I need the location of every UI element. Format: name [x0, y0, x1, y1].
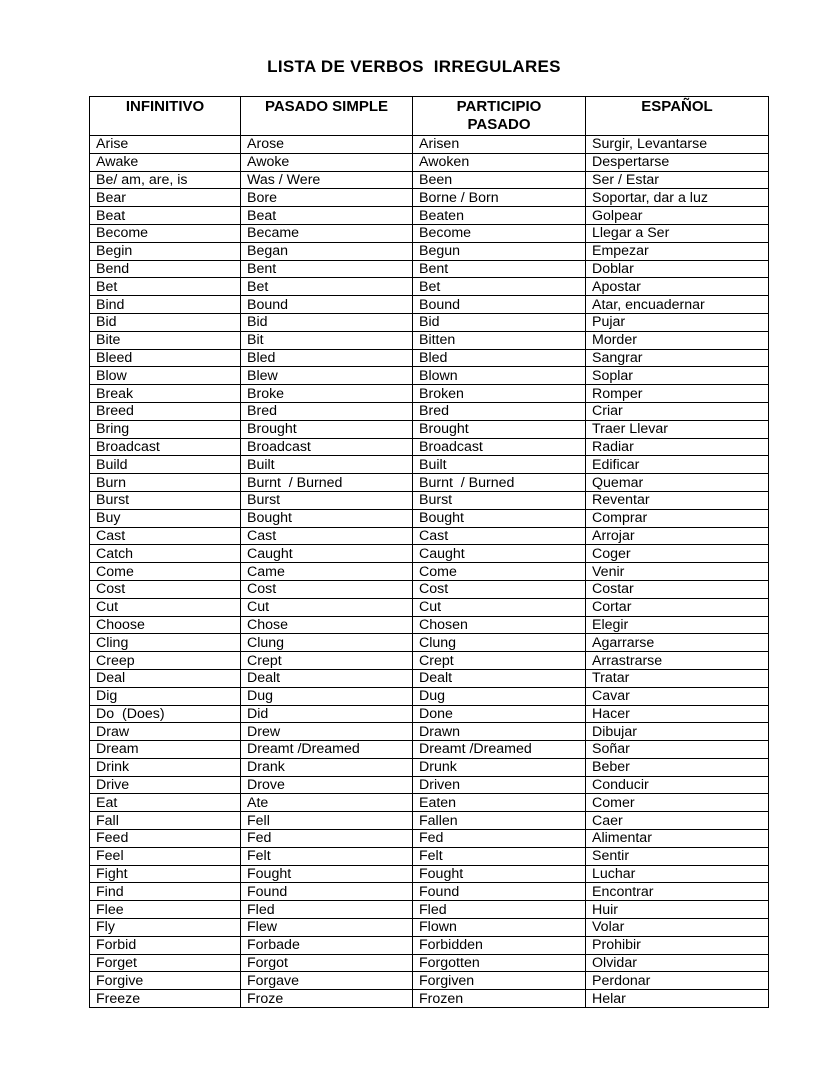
infinitivo-cell: Burn [90, 474, 241, 492]
espanol-cell: Agarrarse [586, 634, 769, 652]
pasado-simple-cell: Froze [241, 990, 413, 1008]
pasado-simple-cell: Cost [241, 580, 413, 598]
infinitivo-cell: Beat [90, 207, 241, 225]
pasado-simple-cell: Became [241, 224, 413, 242]
table-row [90, 545, 769, 563]
participio-cell: Chosen [413, 616, 586, 634]
infinitivo-cell: Bring [90, 420, 241, 438]
infinitivo-cell: Catch [90, 545, 241, 563]
infinitivo-cell: Fight [90, 865, 241, 883]
espanol-cell: Edificar [586, 456, 769, 474]
espanol-cell: Volar [586, 919, 769, 937]
table-row [90, 260, 769, 278]
pasado-simple-cell: Bore [241, 189, 413, 207]
table-row [90, 420, 769, 438]
infinitivo-cell: Come [90, 563, 241, 581]
infinitivo-cell: Broadcast [90, 438, 241, 456]
participio-cell: Bet [413, 278, 586, 296]
table-row [90, 812, 769, 830]
pasado-simple-cell: Awoke [241, 153, 413, 171]
header-pasado-simple: PASADO SIMPLE [241, 97, 413, 136]
pasado-simple-cell: Bled [241, 349, 413, 367]
pasado-simple-cell: Bred [241, 402, 413, 420]
participio-cell: Borne / Born [413, 189, 586, 207]
infinitivo-cell: Drive [90, 776, 241, 794]
espanol-cell: Prohibir [586, 936, 769, 954]
pasado-simple-cell: Forgave [241, 972, 413, 990]
table-row [90, 954, 769, 972]
participio-cell: Fallen [413, 812, 586, 830]
pasado-simple-cell: Brought [241, 420, 413, 438]
table-row [90, 456, 769, 474]
table-row [90, 242, 769, 260]
pasado-simple-cell: Felt [241, 847, 413, 865]
pasado-simple-cell: Fell [241, 812, 413, 830]
infinitivo-cell: Break [90, 385, 241, 403]
infinitivo-cell: Cost [90, 580, 241, 598]
table-row [90, 474, 769, 492]
participio-cell: Bitten [413, 331, 586, 349]
pasado-simple-cell: Bent [241, 260, 413, 278]
table-row [90, 830, 769, 848]
pasado-simple-cell: Drove [241, 776, 413, 794]
espanol-cell: Soplar [586, 367, 769, 385]
participio-cell: Bid [413, 313, 586, 331]
infinitivo-cell: Do (Does) [90, 705, 241, 723]
espanol-cell: Reventar [586, 491, 769, 509]
table-row [90, 580, 769, 598]
infinitivo-cell: Build [90, 456, 241, 474]
infinitivo-cell: Bet [90, 278, 241, 296]
espanol-cell: Doblar [586, 260, 769, 278]
pasado-simple-cell: Dreamt /Dreamed [241, 741, 413, 759]
table-row [90, 652, 769, 670]
espanol-cell: Conducir [586, 776, 769, 794]
participio-cell: Crept [413, 652, 586, 670]
pasado-simple-cell: Forbade [241, 936, 413, 954]
verbs-table [89, 96, 769, 1008]
infinitivo-cell: Forget [90, 954, 241, 972]
pasado-simple-cell: Caught [241, 545, 413, 563]
pasado-simple-cell: Flew [241, 919, 413, 937]
espanol-cell: Sangrar [586, 349, 769, 367]
infinitivo-cell: Burst [90, 491, 241, 509]
table-row [90, 367, 769, 385]
table-row [90, 402, 769, 420]
espanol-cell: Golpear [586, 207, 769, 225]
table-row [90, 598, 769, 616]
table-row [90, 438, 769, 456]
espanol-cell: Perdonar [586, 972, 769, 990]
infinitivo-cell: Cut [90, 598, 241, 616]
infinitivo-cell: Bear [90, 189, 241, 207]
espanol-cell: Quemar [586, 474, 769, 492]
infinitivo-cell: Fly [90, 919, 241, 937]
table-row [90, 847, 769, 865]
infinitivo-cell: Be/ am, are, is [90, 171, 241, 189]
pasado-simple-cell: Drank [241, 758, 413, 776]
pasado-simple-cell: Bit [241, 331, 413, 349]
table-row [90, 153, 769, 171]
infinitivo-cell: Bind [90, 296, 241, 314]
participio-cell: Blown [413, 367, 586, 385]
table-row [90, 313, 769, 331]
espanol-cell: Encontrar [586, 883, 769, 901]
pasado-simple-cell: Dug [241, 687, 413, 705]
header-infinitivo: INFINITIVO [90, 97, 241, 136]
participio-cell: Drunk [413, 758, 586, 776]
pasado-simple-cell: Forgot [241, 954, 413, 972]
participio-cell: Dealt [413, 669, 586, 687]
participio-cell: Cost [413, 580, 586, 598]
espanol-cell: Dibujar [586, 723, 769, 741]
infinitivo-cell: Feed [90, 830, 241, 848]
pasado-simple-cell: Broadcast [241, 438, 413, 456]
pasado-simple-cell: Broke [241, 385, 413, 403]
participio-cell: Brought [413, 420, 586, 438]
espanol-cell: Elegir [586, 616, 769, 634]
infinitivo-cell: Eat [90, 794, 241, 812]
pasado-simple-cell: Did [241, 705, 413, 723]
espanol-cell: Olvidar [586, 954, 769, 972]
table-row [90, 705, 769, 723]
infinitivo-cell: Find [90, 883, 241, 901]
table-row [90, 171, 769, 189]
table-row [90, 758, 769, 776]
participio-cell: Bled [413, 349, 586, 367]
espanol-cell: Venir [586, 563, 769, 581]
pasado-simple-cell: Bound [241, 296, 413, 314]
espanol-cell: Costar [586, 580, 769, 598]
infinitivo-cell: Flee [90, 901, 241, 919]
table-row [90, 207, 769, 225]
participio-cell: Frozen [413, 990, 586, 1008]
infinitivo-cell: Awake [90, 153, 241, 171]
participio-cell: Built [413, 456, 586, 474]
espanol-cell: Radiar [586, 438, 769, 456]
table-row [90, 936, 769, 954]
espanol-cell: Morder [586, 331, 769, 349]
table-row [90, 723, 769, 741]
participio-cell: Felt [413, 847, 586, 865]
infinitivo-cell: Blow [90, 367, 241, 385]
participio-cell: Awoken [413, 153, 586, 171]
pasado-simple-cell: Drew [241, 723, 413, 741]
page-title: LISTA DE VERBOS IRREGULARES [267, 57, 561, 76]
pasado-simple-cell: Ate [241, 794, 413, 812]
espanol-cell: Surgir, Levantarse [586, 136, 769, 154]
table-row [90, 616, 769, 634]
infinitivo-cell: Arise [90, 136, 241, 154]
infinitivo-cell: Freeze [90, 990, 241, 1008]
participio-cell: Been [413, 171, 586, 189]
pasado-simple-cell: Was / Were [241, 171, 413, 189]
participio-cell: Fought [413, 865, 586, 883]
table-row [90, 509, 769, 527]
pasado-simple-cell: Began [241, 242, 413, 260]
participio-cell: Dug [413, 687, 586, 705]
table-row [90, 189, 769, 207]
participio-cell: Forbidden [413, 936, 586, 954]
pasado-simple-cell: Dealt [241, 669, 413, 687]
pasado-simple-cell: Bought [241, 509, 413, 527]
table-row [90, 990, 769, 1008]
espanol-cell: Soportar, dar a luz [586, 189, 769, 207]
table-row [90, 883, 769, 901]
infinitivo-cell: Dream [90, 741, 241, 759]
espanol-cell: Tratar [586, 669, 769, 687]
infinitivo-cell: Bend [90, 260, 241, 278]
participio-cell: Drawn [413, 723, 586, 741]
participio-cell: Forgotten [413, 954, 586, 972]
header-espanol: ESPAÑOL [586, 97, 769, 136]
espanol-cell: Coger [586, 545, 769, 563]
participio-cell: Arisen [413, 136, 586, 154]
espanol-cell: Ser / Estar [586, 171, 769, 189]
infinitivo-cell: Begin [90, 242, 241, 260]
infinitivo-cell: Feel [90, 847, 241, 865]
pasado-simple-cell: Clung [241, 634, 413, 652]
espanol-cell: Criar [586, 402, 769, 420]
pasado-simple-cell: Built [241, 456, 413, 474]
table-row [90, 296, 769, 314]
espanol-cell: Sentir [586, 847, 769, 865]
participio-cell: Bent [413, 260, 586, 278]
infinitivo-cell: Draw [90, 723, 241, 741]
participio-cell: Fed [413, 830, 586, 848]
pasado-simple-cell: Blew [241, 367, 413, 385]
table-row [90, 794, 769, 812]
espanol-cell: Pujar [586, 313, 769, 331]
pasado-simple-cell: Crept [241, 652, 413, 670]
infinitivo-cell: Cast [90, 527, 241, 545]
espanol-cell: Traer Llevar [586, 420, 769, 438]
espanol-cell: Alimentar [586, 830, 769, 848]
table-row [90, 349, 769, 367]
espanol-cell: Helar [586, 990, 769, 1008]
infinitivo-cell: Become [90, 224, 241, 242]
table-row [90, 776, 769, 794]
pasado-simple-cell: Chose [241, 616, 413, 634]
table-row [90, 634, 769, 652]
table-row [90, 385, 769, 403]
espanol-cell: Cortar [586, 598, 769, 616]
table-row [90, 563, 769, 581]
espanol-cell: Comer [586, 794, 769, 812]
infinitivo-cell: Creep [90, 652, 241, 670]
table-row [90, 919, 769, 937]
participio-cell: Done [413, 705, 586, 723]
pasado-simple-cell: Bet [241, 278, 413, 296]
infinitivo-cell: Bid [90, 313, 241, 331]
participio-cell: Eaten [413, 794, 586, 812]
espanol-cell: Luchar [586, 865, 769, 883]
participio-cell: Come [413, 563, 586, 581]
table-body [90, 136, 769, 1008]
infinitivo-cell: Bite [90, 331, 241, 349]
participio-cell: Bred [413, 402, 586, 420]
participio-cell: Found [413, 883, 586, 901]
participio-cell: Cut [413, 598, 586, 616]
espanol-cell: Soñar [586, 741, 769, 759]
espanol-cell: Arrojar [586, 527, 769, 545]
espanol-cell: Comprar [586, 509, 769, 527]
participio-cell: Burnt / Burned [413, 474, 586, 492]
infinitivo-cell: Buy [90, 509, 241, 527]
infinitivo-cell: Drink [90, 758, 241, 776]
infinitivo-cell: Forbid [90, 936, 241, 954]
table-row [90, 972, 769, 990]
participio-cell: Burst [413, 491, 586, 509]
participio-cell: Clung [413, 634, 586, 652]
table-row [90, 331, 769, 349]
table-row [90, 224, 769, 242]
infinitivo-cell: Deal [90, 669, 241, 687]
espanol-cell: Cavar [586, 687, 769, 705]
table-row [90, 865, 769, 883]
pasado-simple-cell: Found [241, 883, 413, 901]
table-row [90, 278, 769, 296]
participio-cell: Bought [413, 509, 586, 527]
pasado-simple-cell: Burst [241, 491, 413, 509]
pasado-simple-cell: Came [241, 563, 413, 581]
participio-cell: Broken [413, 385, 586, 403]
espanol-cell: Beber [586, 758, 769, 776]
participio-cell: Cast [413, 527, 586, 545]
participio-cell: Begun [413, 242, 586, 260]
infinitivo-cell: Forgive [90, 972, 241, 990]
header-participio-pasado: PARTICIPIO PASADO [413, 97, 586, 136]
table-row [90, 741, 769, 759]
table-row [90, 901, 769, 919]
espanol-cell: Romper [586, 385, 769, 403]
espanol-cell: Llegar a Ser [586, 224, 769, 242]
pasado-simple-cell: Fought [241, 865, 413, 883]
infinitivo-cell: Breed [90, 402, 241, 420]
pasado-simple-cell: Beat [241, 207, 413, 225]
infinitivo-cell: Bleed [90, 349, 241, 367]
table-header-row [90, 97, 769, 136]
participio-cell: Caught [413, 545, 586, 563]
pasado-simple-cell: Arose [241, 136, 413, 154]
espanol-cell: Despertarse [586, 153, 769, 171]
espanol-cell: Huir [586, 901, 769, 919]
table-row [90, 491, 769, 509]
pasado-simple-cell: Burnt / Burned [241, 474, 413, 492]
participio-cell: Fled [413, 901, 586, 919]
participio-cell: Driven [413, 776, 586, 794]
participio-cell: Forgiven [413, 972, 586, 990]
pasado-simple-cell: Fled [241, 901, 413, 919]
infinitivo-cell: Dig [90, 687, 241, 705]
infinitivo-cell: Choose [90, 616, 241, 634]
pasado-simple-cell: Cast [241, 527, 413, 545]
pasado-simple-cell: Cut [241, 598, 413, 616]
pasado-simple-cell: Bid [241, 313, 413, 331]
espanol-cell: Arrastrarse [586, 652, 769, 670]
pasado-simple-cell: Fed [241, 830, 413, 848]
table-row [90, 669, 769, 687]
espanol-cell: Hacer [586, 705, 769, 723]
table-row [90, 687, 769, 705]
infinitivo-cell: Cling [90, 634, 241, 652]
participio-cell: Bound [413, 296, 586, 314]
participio-cell: Broadcast [413, 438, 586, 456]
espanol-cell: Apostar [586, 278, 769, 296]
participio-cell: Become [413, 224, 586, 242]
infinitivo-cell: Fall [90, 812, 241, 830]
espanol-cell: Empezar [586, 242, 769, 260]
table-row [90, 136, 769, 154]
participio-cell: Flown [413, 919, 586, 937]
espanol-cell: Atar, encuadernar [586, 296, 769, 314]
participio-cell: Dreamt /Dreamed [413, 741, 586, 759]
table-row [90, 527, 769, 545]
participio-cell: Beaten [413, 207, 586, 225]
espanol-cell: Caer [586, 812, 769, 830]
